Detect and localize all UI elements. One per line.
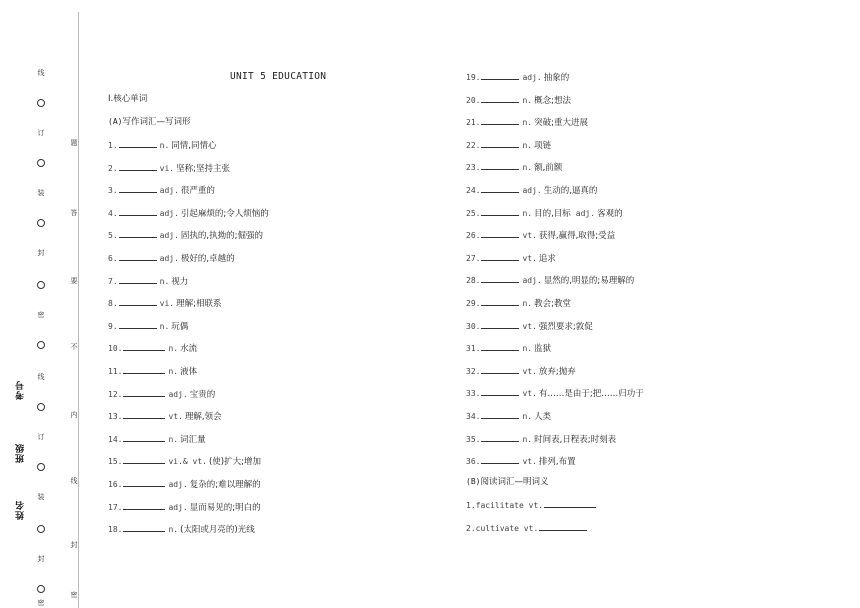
vocab-item bbox=[466, 387, 644, 400]
part-of-speech: adj. bbox=[522, 186, 542, 195]
binding-glyph: 不 bbox=[70, 343, 78, 351]
vocab-item bbox=[466, 455, 576, 468]
binding-glyph: 封 bbox=[37, 555, 45, 563]
answer-blank[interactable] bbox=[119, 184, 157, 193]
vocab-item bbox=[466, 229, 615, 242]
meaning: 突破;重大进展 bbox=[534, 118, 588, 129]
answer-blank[interactable] bbox=[123, 410, 165, 419]
answer-blank[interactable] bbox=[481, 433, 519, 442]
meaning: 坚称;坚持主张 bbox=[176, 163, 230, 174]
vocab-item bbox=[466, 139, 551, 152]
meaning: 排列,布置 bbox=[538, 457, 576, 468]
item-number: 1. bbox=[108, 141, 118, 150]
item-number: 4. bbox=[108, 208, 118, 218]
binding-glyph: 订 bbox=[37, 129, 45, 137]
answer-blank[interactable] bbox=[481, 365, 519, 374]
meaning: 理解,领会 bbox=[184, 412, 222, 423]
meaning: (使)扩大;增加 bbox=[208, 457, 261, 468]
part-of-speech: adj. bbox=[522, 73, 542, 82]
part-of-speech: n. bbox=[522, 163, 533, 173]
meaning: 追求 bbox=[538, 253, 556, 264]
item-number: 23. bbox=[466, 163, 481, 173]
answer-blank[interactable] bbox=[481, 184, 519, 193]
meaning: 理解;相联系 bbox=[176, 299, 222, 310]
answer-blank[interactable] bbox=[123, 342, 165, 351]
vocab-item bbox=[108, 207, 269, 220]
sub-a-label: 写作词汇—写词形 bbox=[122, 117, 191, 127]
item-number: 2. bbox=[108, 163, 118, 173]
meaning: 强烈要求;敦促 bbox=[538, 321, 593, 332]
part-of-speech: adj. bbox=[159, 186, 179, 196]
sub-heading-a bbox=[108, 116, 190, 128]
meaning: 复杂的;难以理解的 bbox=[189, 480, 261, 490]
part-of-speech: n. bbox=[168, 367, 179, 376]
part-of-speech: n. bbox=[522, 412, 533, 421]
reading-word: cultivate vt. bbox=[475, 523, 539, 533]
meaning: 概念;想法 bbox=[534, 95, 571, 106]
answer-blank[interactable] bbox=[119, 229, 157, 238]
meaning: 客观的 bbox=[597, 208, 623, 219]
item-number: 18. bbox=[108, 525, 123, 535]
vocab-item bbox=[108, 455, 261, 468]
item-number: 33. bbox=[466, 389, 481, 399]
item-number: 15. bbox=[108, 457, 123, 467]
part-of-speech: n. bbox=[522, 118, 533, 128]
meaning: 有……是由于;把……归功于 bbox=[538, 389, 644, 400]
part-of-speech: adj. bbox=[522, 276, 542, 286]
answer-blank[interactable] bbox=[123, 478, 165, 487]
vocab-item bbox=[108, 523, 255, 536]
answer-blank[interactable] bbox=[119, 275, 157, 284]
vocab-item bbox=[108, 297, 221, 310]
binding-circle bbox=[37, 403, 45, 411]
item-number: 1. bbox=[466, 501, 476, 510]
item-number: 28. bbox=[466, 276, 481, 286]
meaning: 教会;教堂 bbox=[534, 299, 571, 309]
item-number: 36. bbox=[466, 457, 481, 467]
part-of-speech: vi. bbox=[159, 163, 175, 173]
meaning: 显而易见的;明白的 bbox=[189, 502, 261, 513]
item-number: 35. bbox=[466, 434, 481, 444]
answer-blank[interactable] bbox=[123, 523, 165, 532]
part-of-speech: n. bbox=[168, 344, 179, 354]
meaning: 词汇量 bbox=[180, 434, 206, 445]
answer-blank[interactable] bbox=[119, 139, 157, 148]
item-number: 29. bbox=[466, 299, 481, 308]
reading-word: facilitate vt. bbox=[475, 501, 544, 510]
part-of-speech: vt. bbox=[522, 366, 537, 376]
answer-blank[interactable] bbox=[481, 297, 519, 306]
binding-circle bbox=[37, 99, 45, 107]
meaning: 监狱 bbox=[534, 344, 552, 355]
part-of-speech: vi. bbox=[159, 299, 175, 309]
binding-glyph: 线 bbox=[37, 373, 45, 381]
item-number: 3. bbox=[108, 186, 118, 196]
item-number: 12. bbox=[108, 389, 123, 399]
answer-blank[interactable] bbox=[123, 388, 165, 397]
vocab-item bbox=[466, 94, 571, 107]
binding-circle bbox=[37, 281, 45, 289]
vocab-item bbox=[108, 501, 261, 514]
meaning: 项链 bbox=[534, 140, 552, 151]
name-label: 姓名 bbox=[16, 500, 26, 520]
part-of-speech: vt. bbox=[522, 457, 537, 467]
binding-glyph: 内 bbox=[70, 411, 78, 419]
binding-glyph: 密 bbox=[70, 591, 78, 599]
meaning: (太阳或月亮的)光线 bbox=[180, 525, 255, 536]
binding-margin bbox=[0, 0, 80, 608]
vocab-item bbox=[108, 365, 197, 378]
sub-b-label: 阅读词汇—明词义 bbox=[480, 477, 549, 487]
vocab-item bbox=[108, 410, 222, 423]
item-number: 14. bbox=[108, 434, 123, 444]
answer-blank[interactable] bbox=[119, 162, 157, 171]
vocab-item bbox=[466, 365, 576, 378]
binding-glyph: 订 bbox=[37, 433, 45, 441]
part-of-speech: adj. bbox=[168, 480, 188, 489]
meaning: 获得,赢得,取得;受益 bbox=[538, 231, 616, 242]
answer-blank[interactable] bbox=[119, 252, 157, 261]
part-of-speech: n. bbox=[522, 344, 533, 354]
answer-blank[interactable] bbox=[481, 94, 519, 103]
binding-glyph: 题 bbox=[70, 139, 78, 147]
answer-blank[interactable] bbox=[481, 229, 519, 238]
vocab-item bbox=[466, 342, 551, 355]
part-of-speech: vt. bbox=[522, 231, 537, 241]
answer-blank[interactable] bbox=[123, 501, 165, 510]
binding-glyph: 要 bbox=[70, 277, 78, 285]
meaning: 显然的,明显的;易理解的 bbox=[543, 276, 635, 287]
part-of-speech: vt. bbox=[522, 253, 537, 263]
meaning: 水流 bbox=[180, 344, 198, 355]
answer-blank[interactable] bbox=[123, 365, 165, 374]
vocab-item bbox=[108, 139, 216, 152]
answer-blank[interactable] bbox=[119, 207, 157, 216]
meaning: 同情,同情心 bbox=[171, 141, 217, 151]
part-of-speech: adj. bbox=[159, 254, 179, 263]
sub-heading-b bbox=[466, 476, 548, 488]
part-of-speech: adj. bbox=[168, 389, 188, 399]
meaning: 时间表,日程表;时刻表 bbox=[534, 434, 617, 445]
item-number: 6. bbox=[108, 254, 118, 263]
exam-number-label: 考号 bbox=[16, 380, 26, 400]
answer-blank[interactable] bbox=[481, 116, 519, 125]
answer-blank[interactable] bbox=[481, 342, 519, 351]
item-number: 19. bbox=[466, 73, 481, 82]
vocab-item bbox=[466, 116, 588, 129]
class-label: 班级 bbox=[16, 443, 26, 463]
part-of-speech: n. bbox=[522, 434, 533, 444]
vocab-item bbox=[108, 184, 215, 197]
part-of-speech: adj. bbox=[159, 208, 179, 218]
vocab-item bbox=[466, 184, 597, 197]
binding-circle bbox=[37, 219, 45, 227]
meaning: 液体 bbox=[180, 367, 198, 377]
item-number: 25. bbox=[466, 208, 481, 218]
reading-item bbox=[466, 522, 590, 535]
vocab-item bbox=[466, 161, 562, 174]
item-number: 16. bbox=[108, 480, 123, 489]
part-of-speech: adj. bbox=[159, 231, 179, 241]
vocab-item bbox=[466, 71, 569, 84]
meaning: 宝贵的 bbox=[189, 389, 216, 400]
binding-circle bbox=[37, 159, 45, 167]
answer-blank[interactable] bbox=[119, 297, 157, 306]
part-of-speech: n. bbox=[159, 321, 170, 331]
vocab-item bbox=[108, 388, 215, 401]
meaning: 固执的,执拗的;倔强的 bbox=[180, 231, 263, 242]
vocab-item bbox=[108, 275, 188, 288]
part-of-speech: n. bbox=[522, 208, 533, 218]
item-number: 22. bbox=[466, 140, 481, 150]
answer-blank[interactable] bbox=[123, 455, 165, 464]
answer-blank[interactable] bbox=[544, 499, 596, 508]
binding-glyph: 装 bbox=[37, 189, 45, 197]
item-number: 20. bbox=[466, 95, 481, 105]
vocab-item bbox=[108, 162, 230, 175]
part-of-speech: vt. bbox=[168, 412, 183, 422]
binding-circle bbox=[37, 463, 45, 471]
vocab-item bbox=[466, 410, 551, 423]
binding-line bbox=[78, 12, 79, 608]
item-number: 24. bbox=[466, 186, 481, 195]
item-number: 34. bbox=[466, 412, 481, 421]
answer-blank[interactable] bbox=[539, 522, 587, 531]
vocab-item bbox=[108, 252, 235, 265]
item-number: 32. bbox=[466, 366, 481, 376]
meaning: 额,前额 bbox=[534, 163, 563, 174]
answer-blank[interactable] bbox=[481, 207, 519, 216]
item-number: 13. bbox=[108, 412, 123, 422]
binding-glyph: 装 bbox=[37, 493, 45, 501]
item-number: 31. bbox=[466, 344, 481, 354]
answer-blank[interactable] bbox=[123, 433, 165, 442]
answer-blank[interactable] bbox=[481, 410, 519, 419]
vocab-item bbox=[466, 274, 634, 287]
vocab-item bbox=[466, 252, 556, 265]
part-of-speech: n. bbox=[159, 276, 170, 286]
meaning: 人类 bbox=[534, 412, 552, 422]
vocab-item bbox=[466, 433, 616, 446]
binding-circle bbox=[37, 341, 45, 349]
meaning: 视力 bbox=[171, 276, 189, 287]
binding-glyph: 答 bbox=[70, 209, 78, 217]
meaning: 放弃;抛弃 bbox=[538, 366, 576, 377]
part-of-speech: n. bbox=[522, 140, 533, 150]
answer-blank[interactable] bbox=[481, 387, 519, 396]
meaning: 抽象的 bbox=[543, 73, 570, 83]
section-heading: Ⅰ.核心单词 bbox=[108, 94, 148, 104]
binding-glyph: 封 bbox=[70, 541, 78, 549]
answer-blank[interactable] bbox=[119, 320, 157, 329]
part-of-speech: adj. bbox=[575, 208, 596, 218]
answer-blank[interactable] bbox=[481, 161, 519, 170]
part-of-speech: n. bbox=[168, 525, 179, 535]
answer-blank[interactable] bbox=[481, 252, 519, 261]
binding-glyph: 密 bbox=[37, 311, 45, 319]
unit-title: UNIT 5 EDUCATION bbox=[230, 71, 327, 82]
answer-blank[interactable] bbox=[481, 71, 519, 80]
vocab-item bbox=[466, 207, 623, 220]
answer-blank[interactable] bbox=[481, 274, 519, 283]
binding-glyph: 封 bbox=[37, 249, 45, 257]
item-number: 26. bbox=[466, 231, 481, 241]
item-number: 30. bbox=[466, 321, 481, 331]
binding-glyph: 线 bbox=[37, 69, 45, 77]
binding-glyph: 线 bbox=[70, 477, 78, 485]
vocab-item bbox=[108, 342, 197, 355]
part-of-speech: vi.& vt. bbox=[168, 457, 207, 467]
part-of-speech: vt. bbox=[522, 321, 537, 331]
item-number: 11. bbox=[108, 367, 123, 376]
part-of-speech: n. bbox=[168, 434, 179, 444]
binding-circle bbox=[37, 585, 45, 593]
part-of-speech: n. bbox=[522, 95, 533, 105]
vocab-item bbox=[108, 320, 188, 333]
meaning: 引起麻烦的;令人烦恼的 bbox=[180, 208, 269, 219]
sub-b-tag: (B) bbox=[466, 477, 481, 486]
item-number: 8. bbox=[108, 299, 118, 309]
part-of-speech: adj. bbox=[168, 502, 188, 512]
item-number: 17. bbox=[108, 502, 123, 512]
answer-blank[interactable] bbox=[481, 455, 519, 464]
item-number: 21. bbox=[466, 118, 481, 128]
part-of-speech: vt. bbox=[522, 389, 537, 399]
meaning: 极好的,卓越的 bbox=[180, 254, 235, 264]
meaning: 目的,目标 bbox=[534, 208, 571, 219]
meaning: 生动的,逼真的 bbox=[543, 186, 598, 196]
reading-item bbox=[466, 499, 599, 512]
vocab-item bbox=[466, 297, 571, 310]
item-number: 5. bbox=[108, 231, 118, 241]
part-of-speech: n. bbox=[159, 141, 170, 150]
item-number: 7. bbox=[108, 276, 118, 286]
answer-blank[interactable] bbox=[481, 320, 519, 329]
vocab-item bbox=[108, 229, 263, 242]
item-number: 27. bbox=[466, 253, 481, 263]
answer-blank[interactable] bbox=[481, 139, 519, 148]
sub-a-tag: (A) bbox=[108, 117, 123, 126]
binding-circle bbox=[37, 525, 45, 533]
vocab-item bbox=[108, 433, 206, 446]
binding-glyph: 密 bbox=[37, 599, 45, 607]
part-of-speech: n. bbox=[522, 299, 533, 308]
meaning: 很严重的 bbox=[180, 186, 215, 197]
item-number: 9. bbox=[108, 321, 118, 331]
vocab-item bbox=[466, 320, 593, 333]
item-number: 10. bbox=[108, 344, 123, 354]
vocab-item bbox=[108, 478, 261, 491]
item-number: 2. bbox=[466, 523, 476, 533]
meaning: 玩偶 bbox=[171, 321, 189, 332]
